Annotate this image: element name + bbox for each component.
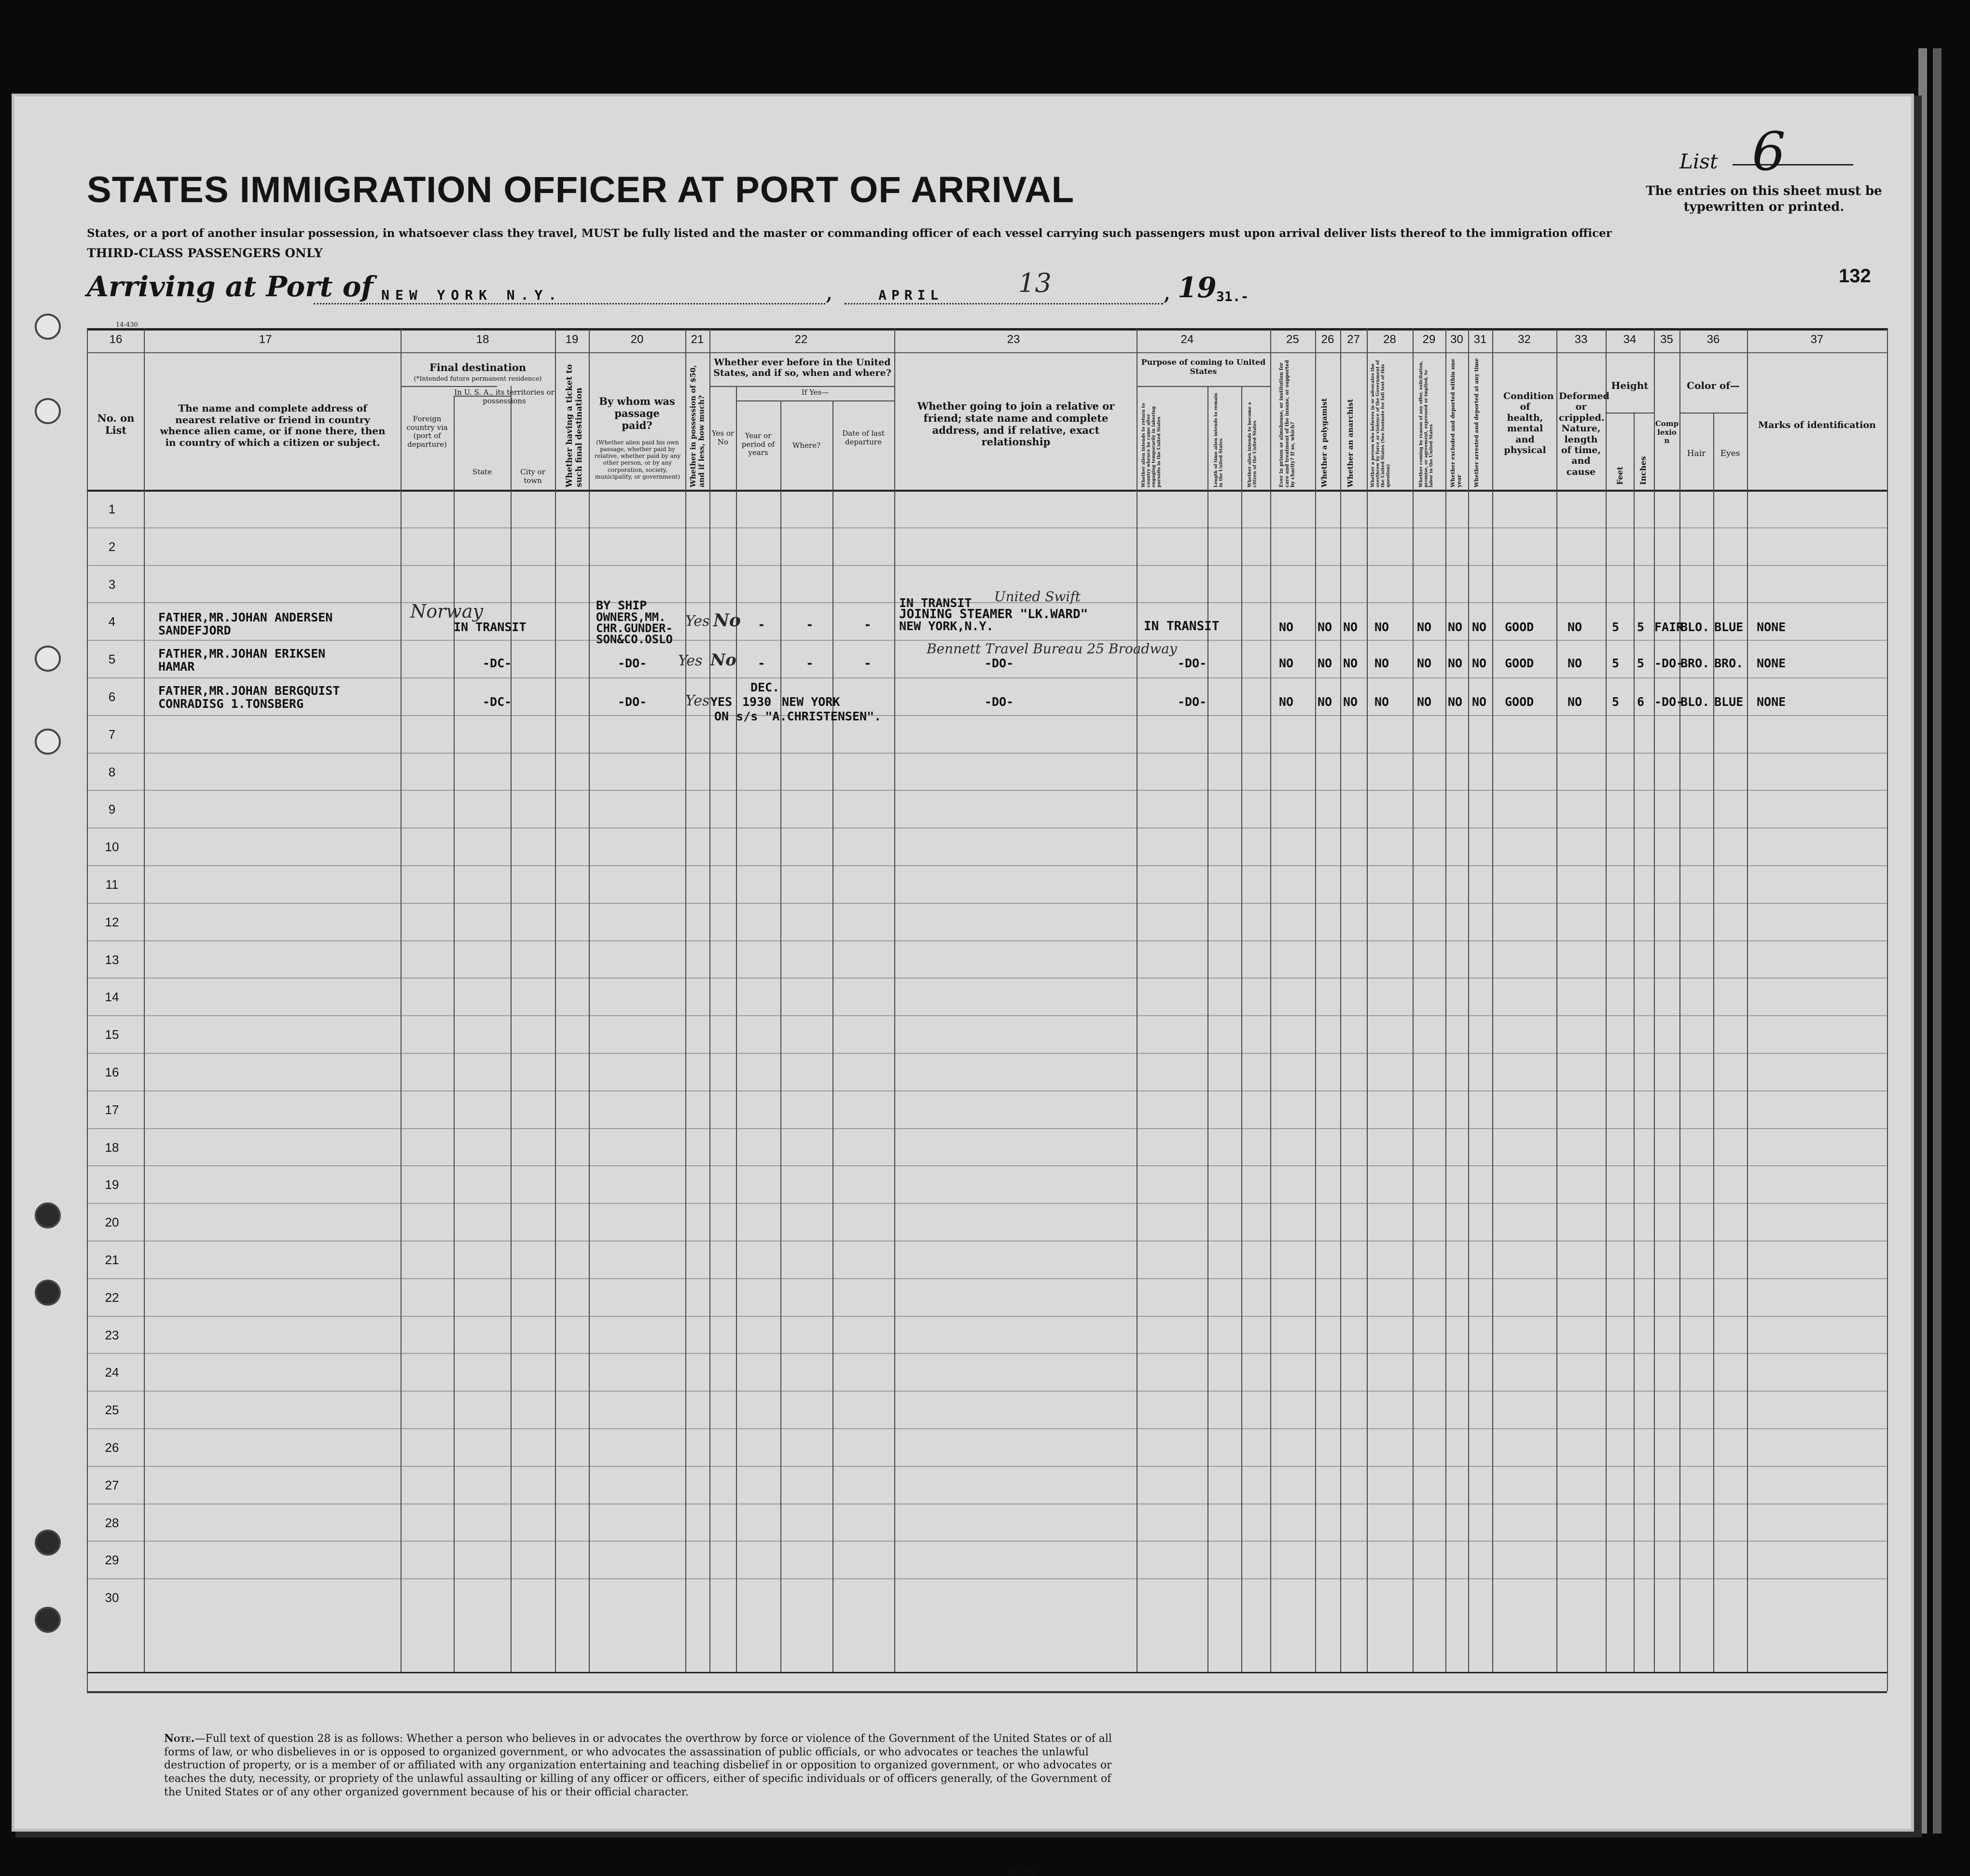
list-underline [1733, 164, 1853, 166]
entry2-relative-town: HAMAR [158, 660, 195, 674]
year-comma: , [1163, 277, 1171, 305]
col-num: 22 [794, 333, 808, 346]
entry1-joining-1: IN TRANSIT [899, 596, 972, 610]
entry3-relative-town: CONRADISG 1.TONSBERG [158, 697, 304, 711]
entry1-paid-by-3: CHR.GUNDER- [596, 621, 673, 635]
entry2-paid-by: -DO- [618, 656, 647, 670]
entry1-dash: - [806, 618, 814, 632]
row-number: 2 [108, 539, 116, 554]
col-num: 23 [1007, 333, 1020, 346]
entry2-hair: BRO. [1680, 656, 1710, 670]
entry3-relative: FATHER,MR.JOHAN BERGQUIST [158, 684, 340, 698]
entry1-complexion: FAIR [1654, 620, 1684, 634]
footnote-label: Note. [164, 1732, 195, 1745]
row-divider [87, 1090, 1887, 1091]
entry2-before: No [710, 650, 736, 670]
entry2-inches: 5 [1637, 656, 1645, 670]
row-number: 10 [105, 840, 119, 855]
year-prefix: 19 [1178, 271, 1217, 304]
col36-hair: Hair [1687, 449, 1706, 458]
row-number: 23 [105, 1327, 119, 1342]
col34-feet: Feet [1615, 466, 1624, 485]
entry3-joining: -DO- [985, 695, 1014, 709]
row-number: 5 [108, 652, 116, 667]
col-num: 18 [476, 333, 489, 346]
col-num: 21 [691, 333, 704, 346]
row-divider [87, 1128, 1887, 1129]
col37-header: Marks of identification [1758, 420, 1876, 430]
row-number: 22 [105, 1290, 119, 1305]
col24-a: Whether alien intends to return to country whence he came after engaging temporarily in laboring pursuits in the United States [1141, 403, 1162, 487]
col22-where: Where? [792, 441, 821, 450]
row-divider [87, 1391, 1887, 1392]
entry3-c29: NO [1417, 695, 1432, 709]
manifest-page [14, 97, 1911, 1876]
row-divider [87, 1165, 1887, 1166]
entry1-c29: NO [1417, 620, 1432, 634]
arriving-label: Arriving at Port of [87, 270, 374, 303]
entry1-purpose: IN TRANSIT [1144, 619, 1220, 634]
entry2-eyes: BRO. [1714, 656, 1744, 670]
row-number: 26 [105, 1440, 119, 1455]
row-number: 11 [105, 877, 119, 892]
col18-usa: In U. S. A., its territories or possessions [454, 388, 555, 405]
col24-b: Length of time alien intends to remain in the United States [1214, 393, 1224, 487]
footnote [164, 1732, 1129, 1799]
entry1-hair: BLO. [1680, 620, 1710, 634]
row-divider [87, 1428, 1887, 1429]
entry2-c27: NO [1343, 656, 1358, 670]
entry3-inches: 6 [1637, 695, 1645, 709]
entry2-c30: NO [1448, 656, 1463, 670]
col31-header: Whether arrested and deported at any time [1473, 358, 1480, 487]
col33-header: Deformed or crippled. Nature, length of time, and cause [1559, 391, 1609, 477]
entry1-before: No [713, 610, 741, 631]
list-number: 6 [1752, 121, 1786, 182]
col-num: 27 [1347, 333, 1360, 346]
entry3-c28: NO [1374, 695, 1389, 709]
entry3-money: Yes [685, 692, 710, 709]
entry1-joining-3: NEW YORK,N.Y. [899, 619, 994, 633]
entry2-c28: NO [1374, 656, 1389, 670]
entry1-joining-hand: United Swift [994, 589, 1081, 605]
entry2-dash: - [806, 656, 814, 671]
col26-header: Whether a polygamist [1320, 398, 1329, 487]
page-title: STATES IMMIGRATION OFFICER AT PORT OF ARRIVAL [87, 169, 1075, 210]
entry3-where: NEW YORK [782, 695, 840, 709]
entry2-c29: NO [1417, 656, 1432, 670]
entry1-destination: IN TRANSIT [454, 620, 527, 634]
binder-hole [35, 1280, 61, 1306]
entry2-c25: NO [1279, 656, 1294, 670]
entry1-c30: NO [1448, 620, 1463, 634]
col27-header: Whether an anarchist [1346, 399, 1355, 487]
row-number: 8 [108, 764, 116, 779]
manifest-table [87, 328, 1887, 1691]
row-number: 28 [105, 1515, 119, 1530]
entry3-destination: -DC- [483, 695, 512, 709]
entry1-paid-by-4: SON&CO.OSLO [596, 633, 673, 646]
port-value: NEW YORK N.Y. [381, 287, 563, 303]
entry3-complexion: -DO- [1654, 695, 1684, 709]
entry2-purpose: -DO- [1178, 656, 1207, 670]
col-num: 26 [1321, 333, 1334, 346]
row-divider [87, 1316, 1887, 1317]
entry2-money: Yes [678, 652, 703, 669]
row-divider [87, 753, 1887, 754]
col16-header: No. on List [97, 412, 135, 436]
row-number: 15 [105, 1027, 119, 1042]
col-num: 32 [1518, 333, 1531, 346]
row-divider [87, 1541, 1887, 1542]
col22-ifyes: If Yes— [801, 388, 829, 397]
entry1-money: Yes [685, 613, 710, 630]
col21-header: Whether in possession of $50, and if less, how much? [689, 365, 706, 487]
col24-header: Purpose of coming to United States [1141, 358, 1266, 376]
entry1-eyes: BLUE [1714, 620, 1744, 634]
entry1-dash: - [758, 618, 765, 632]
port-underline [314, 303, 825, 304]
entry1-relative-town: SANDEFJORD [158, 623, 231, 637]
day-value: 13 [1018, 268, 1052, 298]
col23-header: Whether going to join a relative or friend; state name and complete address, and if relative, exact relationship [917, 400, 1115, 448]
entry3-year: 1930 [742, 695, 772, 709]
month-value: APRIL [878, 287, 943, 303]
col-num: 28 [1383, 333, 1396, 346]
year-suffix: 31.- [1216, 289, 1249, 304]
list-label: List [1679, 150, 1718, 173]
row-number: 13 [105, 952, 119, 967]
row-divider [87, 1053, 1887, 1054]
footnote-text: —Full text of question 28 is as follows: Whether a person who believes in or advocates the overthrow by force or violence of the Government of the United States or of all forms of law, or who disbelieves in or is opposed to organized government, or who advocates the assassination of public officials, or who advocates or teaches the unlawful destruction of property, or is a member of or affiliated with any organization entertaining and teaching disbelief in or opposition to organized government, or who advocates or teaches the duty, necessity, or propriety of the unlawful assaulting or killing of any officer or officers, either of specific individuals or of officers generally, of the Government of the United States or of any other organized government because of his or their official character. [164, 1733, 1112, 1798]
col20-header: By whom was passage paid? [599, 395, 675, 431]
binder-hole [35, 646, 61, 672]
entry1-c26: NO [1318, 620, 1332, 634]
entries-note: The entries on this sheet must be typewritten or printed. [1646, 184, 1882, 214]
row-number: 3 [108, 577, 116, 592]
entry3-c26: NO [1318, 695, 1332, 709]
binder-hole [35, 1530, 61, 1556]
row-number: 12 [105, 914, 119, 929]
binder-hole [35, 1607, 61, 1633]
entry1-dash: - [864, 618, 872, 632]
row-number: 7 [108, 727, 116, 742]
row-divider [87, 790, 1887, 791]
col25-header: Ever in prison or almshouse, or institution for care and treatment of the insane, or supported by charity? If so, which? [1279, 360, 1296, 487]
entry3-before: YES [710, 695, 733, 709]
col-num: 31 [1473, 333, 1487, 346]
col36-eyes: Eyes [1720, 449, 1740, 458]
entry3-purpose: -DO- [1178, 695, 1207, 709]
entry3-feet: 5 [1612, 695, 1620, 709]
entry1-relative: FATHER,MR.JOHAN ANDERSEN [158, 610, 333, 624]
col35-header: Complexion [1655, 419, 1679, 445]
entry1-c27: NO [1343, 620, 1358, 634]
entry3-c27: NO [1343, 695, 1358, 709]
entry3-deformed: NO [1568, 695, 1582, 709]
row-divider [87, 1466, 1887, 1467]
entry2-c26: NO [1318, 656, 1332, 670]
col20-sub: (Whether alien paid his own passage, whether paid by relative, whether paid by any other person, or by any corporation, society, municipality, or government) [594, 439, 681, 480]
entry1-inches: 5 [1637, 620, 1645, 634]
entry3-ship: ON s/s "A.CHRISTENSEN". [714, 709, 882, 723]
col-num: 24 [1180, 333, 1194, 346]
entry1-marks: NONE [1757, 620, 1786, 634]
row-divider [87, 1015, 1887, 1016]
col32-header: Condition of health, mental and physical [1503, 391, 1554, 456]
entry1-c31: NO [1472, 620, 1487, 634]
entry3-eyes: BLUE [1714, 695, 1744, 709]
row-divider [87, 565, 1887, 566]
row-number: 14 [105, 990, 119, 1005]
entry2-destination: -DC- [483, 656, 512, 670]
col22-header: Whether ever before in the United States, and if so, when and where? [713, 357, 891, 379]
entry1-foreign-country: Norway [410, 601, 483, 622]
row-number: 17 [105, 1102, 119, 1117]
row-number: 9 [108, 802, 116, 817]
entry2-feet: 5 [1612, 656, 1620, 670]
row-divider [87, 940, 1887, 941]
row-number: 4 [108, 614, 116, 629]
col-num: 37 [1810, 333, 1824, 346]
col-num: 25 [1286, 333, 1299, 346]
intro-text: States, or a port of another insular possession, in whatsoever class they travel, MUST be fully listed and the master or commanding officer of each vessel carrying such passengers must upon arrival deliver lists thereof to the immigration officer [87, 227, 1612, 240]
entry3-marks: NONE [1757, 695, 1786, 709]
form-code-top: 14-430 [116, 321, 138, 329]
entry2-joining: -DO- [985, 656, 1014, 670]
binder-hole [35, 729, 61, 755]
col29-header: Whether coming by reason of any offer, solicitation, promise, or agreement, expressed or implied, to labor in the United States [1419, 360, 1434, 487]
date-underline [845, 303, 1163, 304]
form-code: 14—430 [1009, 1868, 1037, 1876]
col-num: 17 [259, 333, 272, 346]
row-divider [87, 1578, 1887, 1579]
col-num: 16 [109, 333, 123, 346]
row-number: 16 [105, 1065, 119, 1079]
binder-hole [35, 398, 61, 424]
row-divider [87, 978, 1887, 979]
row-number: 18 [105, 1140, 119, 1155]
entry3-c30: NO [1448, 695, 1463, 709]
col34-inches: Inches [1638, 456, 1648, 485]
entry1-paid-by-1: BY SHIP [596, 598, 647, 612]
col-num: 19 [565, 333, 579, 346]
entry2-joining-hand: Bennett Travel Bureau 25 Broadway [927, 641, 1177, 657]
entry1-paid-by-2: OWNERS,MM. [596, 610, 666, 624]
sheet-number: 132 [1839, 265, 1871, 287]
entry3-c31: NO [1472, 695, 1487, 709]
row-divider [87, 1278, 1887, 1279]
col18-sub: (*Intended future permanent residence) [414, 375, 542, 383]
col-num: 35 [1660, 333, 1673, 346]
entry2-complexion: -DO- [1654, 656, 1684, 670]
col34-header: Height [1611, 380, 1649, 391]
entry1-c25: NO [1279, 620, 1294, 634]
entry1-deformed: NO [1568, 620, 1582, 634]
row-divider [87, 903, 1887, 904]
col22-yesno: Yes or No [711, 429, 735, 446]
col18-city: City or town [520, 468, 545, 485]
entry1-feet: 5 [1612, 620, 1620, 634]
entry3-c25: NO [1279, 695, 1294, 709]
entry3-hair: BLO. [1680, 695, 1710, 709]
row-divider [87, 715, 1887, 716]
entry1-health: GOOD [1505, 620, 1534, 634]
row-number: 19 [105, 1177, 119, 1192]
entry3-health: GOOD [1505, 695, 1534, 709]
col18-state: State [472, 468, 492, 476]
col30-header: Whether excluded and deported within one year [1450, 359, 1462, 487]
entry2-relative: FATHER,MR.JOHAN ERIKSEN [158, 647, 326, 661]
entry2-deformed: NO [1568, 656, 1582, 670]
col22-date: Date of last departure [842, 429, 885, 446]
col36-header: Color of— [1687, 380, 1740, 391]
entry3-year-month: DEC. [750, 680, 780, 694]
col17-header: The name and complete address of nearest relative or friend in country whence alien came, or if none there, then in country of which a citizen or subject. [160, 402, 386, 448]
row-divider [87, 602, 1887, 603]
row-number: 6 [108, 690, 116, 704]
row-divider [87, 1353, 1887, 1354]
col22-year: Year or period of years [741, 431, 775, 457]
row-divider [87, 677, 1887, 678]
entry1-c28: NO [1374, 620, 1389, 634]
page-stack-edge [1918, 48, 1927, 1834]
entry2-dash: - [864, 656, 872, 671]
date-comma: , [825, 277, 833, 305]
entry2-dash: - [758, 656, 765, 671]
col-num: 36 [1706, 333, 1720, 346]
col-num: 30 [1450, 333, 1463, 346]
entry1-joining-2: JOINING STEAMER "LK.WARD" [899, 607, 1088, 621]
col18-header: Final destination [429, 361, 527, 373]
entry3-paid-by: -DO- [618, 695, 647, 709]
entry2-health: GOOD [1505, 656, 1534, 670]
binder-hole [35, 314, 61, 340]
row-number: 29 [105, 1553, 119, 1568]
binder-hole [35, 1202, 61, 1228]
col-num: 33 [1574, 333, 1588, 346]
row-divider [87, 1203, 1887, 1204]
row-number: 27 [105, 1477, 119, 1492]
row-number: 25 [105, 1403, 119, 1418]
col19-header: Whether having a ticket to such final destination [565, 364, 584, 487]
class-note: THIRD-CLASS PASSENGERS ONLY [87, 246, 323, 260]
row-divider [87, 527, 1887, 528]
entry2-marks: NONE [1757, 656, 1786, 670]
row-number: 21 [105, 1253, 119, 1267]
row-number: 30 [105, 1590, 119, 1605]
row-number: 1 [108, 502, 116, 516]
col28-header: Whether a person who believes in or advocates the overthrow by force or violence of the Government of the United States (See footnote for full text of this question) [1371, 360, 1391, 487]
col18-foreign: Foreign country via (port of departure) [406, 414, 448, 449]
row-divider [87, 865, 1887, 866]
col24-c: Whether alien intends to become a citizen of the United States [1248, 402, 1258, 487]
entry2-c31: NO [1472, 656, 1487, 670]
col-num: 34 [1623, 333, 1637, 346]
row-number: 24 [105, 1365, 119, 1380]
row-number: 20 [105, 1215, 119, 1230]
col-num: 20 [630, 333, 644, 346]
col-num: 29 [1422, 333, 1436, 346]
page-stack-edge [1933, 48, 1942, 1834]
